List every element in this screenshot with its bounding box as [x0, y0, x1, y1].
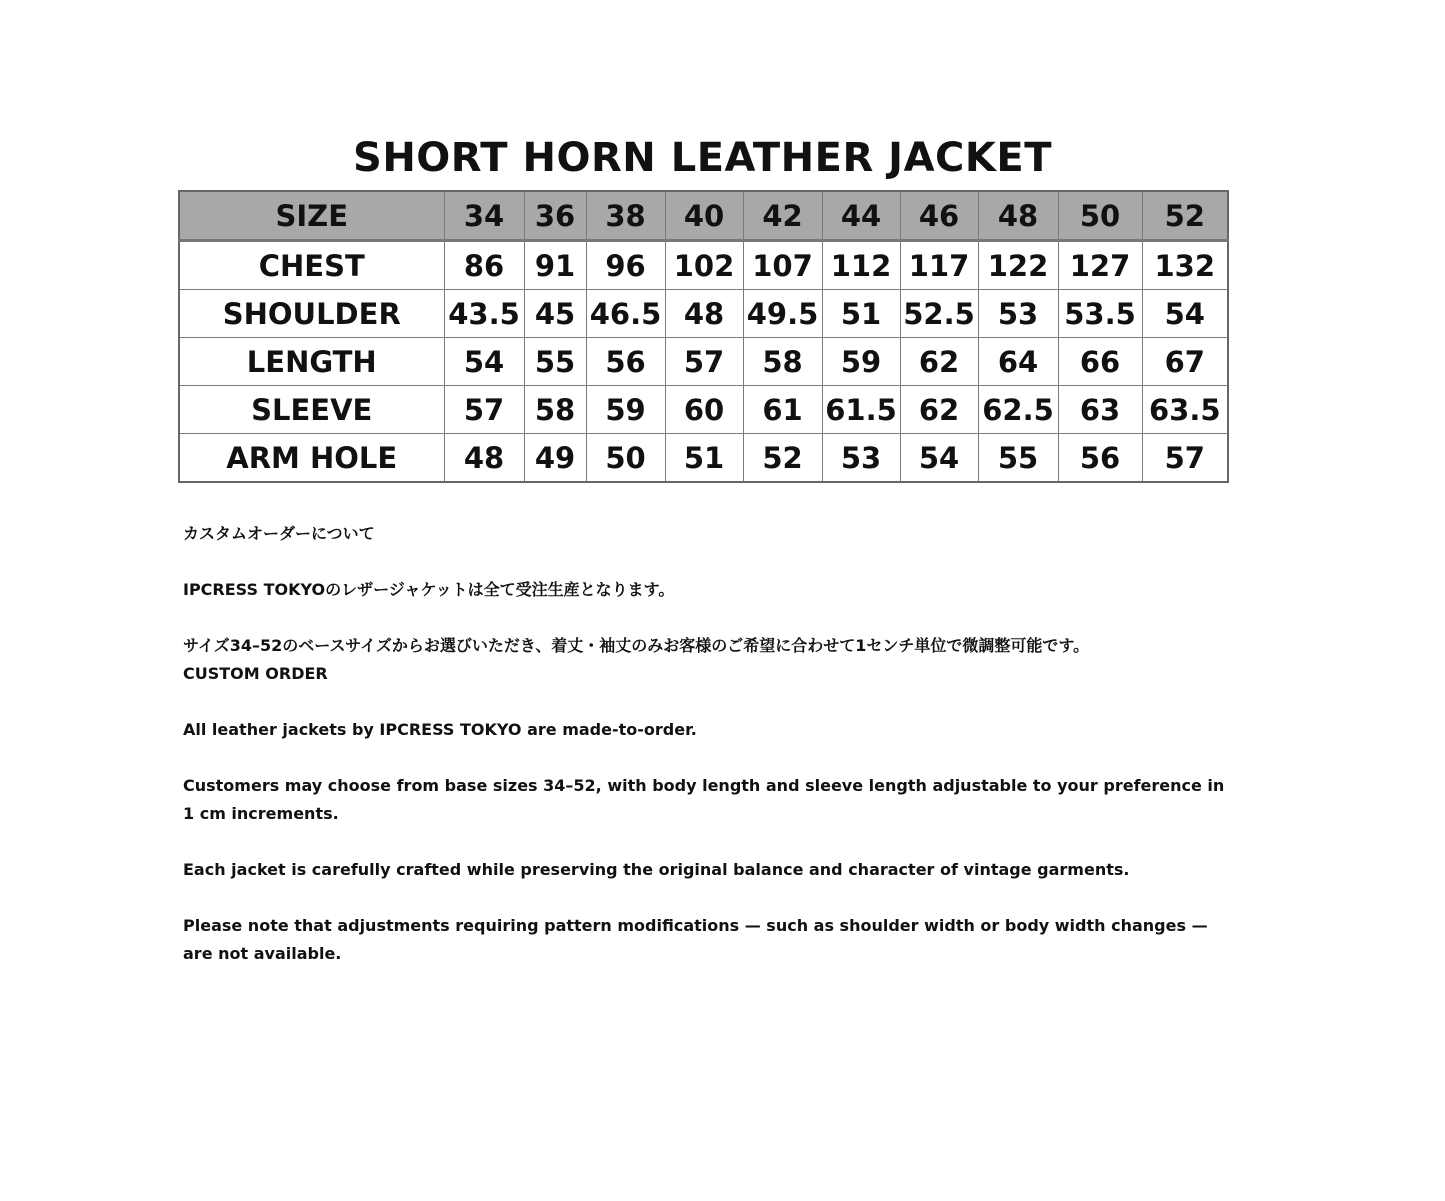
- table-cell: 58: [743, 338, 822, 386]
- table-cell: 102: [665, 241, 743, 290]
- table-row: [179, 290, 1228, 338]
- en-paragraph: Each jacket is carefully crafted while preserving the original balance and character of vintage garments.: [183, 860, 1130, 879]
- header-size: 48: [978, 191, 1058, 241]
- table-cell: 122: [978, 241, 1058, 290]
- header-size: 52: [1142, 191, 1228, 241]
- table-cell: 63.5: [1142, 386, 1228, 434]
- header-size: 40: [665, 191, 743, 241]
- header-size: 50: [1058, 191, 1142, 241]
- header-size: 34: [444, 191, 524, 241]
- table-row: [179, 241, 1228, 290]
- table-cell: 54: [900, 434, 978, 483]
- table-cell: 62: [900, 338, 978, 386]
- jp-paragraph: IPCRESS TOKYOのレザージャケットは全て受注生産となります。: [183, 580, 675, 599]
- table-cell: 117: [900, 241, 978, 290]
- table-cell: 96: [586, 241, 665, 290]
- header-size: 36: [524, 191, 586, 241]
- header-size: 46: [900, 191, 978, 241]
- table-cell: 51: [665, 434, 743, 483]
- table-cell: 86: [444, 241, 524, 290]
- table-cell: 49.5: [743, 290, 822, 338]
- jp-heading: カスタムオーダーについて: [183, 524, 375, 543]
- en-paragraph: Customers may choose from base sizes 34–52, with body length and sleeve length adjustable to your preference in 1 cm increments.: [183, 776, 1225, 823]
- row-label: SHOULDER: [179, 290, 444, 338]
- table-cell: 53: [822, 434, 900, 483]
- table-cell: 61: [743, 386, 822, 434]
- table-cell: 61.5: [822, 386, 900, 434]
- table-cell: 50: [586, 434, 665, 483]
- header-size-label: SIZE: [179, 191, 444, 241]
- table-cell: 56: [586, 338, 665, 386]
- page-title: SHORT HORN LEATHER JACKET: [353, 135, 1052, 181]
- table-cell: 112: [822, 241, 900, 290]
- table-header-row: [179, 191, 1228, 241]
- table-cell: 53: [978, 290, 1058, 338]
- table-cell: 62.5: [978, 386, 1058, 434]
- table-cell: 58: [524, 386, 586, 434]
- row-label: ARM HOLE: [179, 434, 444, 483]
- table-cell: 43.5: [444, 290, 524, 338]
- en-paragraph: Please note that adjustments requiring pattern modifications — such as shoulder width or body width changes — are not available.: [183, 916, 1208, 963]
- table-cell: 66: [1058, 338, 1142, 386]
- header-size: 38: [586, 191, 665, 241]
- table-cell: 57: [444, 386, 524, 434]
- row-label: LENGTH: [179, 338, 444, 386]
- table-cell: 59: [586, 386, 665, 434]
- table-cell: 62: [900, 386, 978, 434]
- row-label: SLEEVE: [179, 386, 444, 434]
- table-cell: 54: [444, 338, 524, 386]
- table-cell: 48: [665, 290, 743, 338]
- table-cell: 48: [444, 434, 524, 483]
- table-cell: 53.5: [1058, 290, 1142, 338]
- table-cell: 55: [978, 434, 1058, 483]
- table-row: [179, 434, 1228, 483]
- table-cell: 64: [978, 338, 1058, 386]
- table-cell: 107: [743, 241, 822, 290]
- jp-paragraph: サイズ34–52のベースサイズからお選びいただき、着丈・袖丈のみお客様のご希望に合わせて1センチ単位で微調整可能です。: [183, 636, 1090, 655]
- table-row: [179, 338, 1228, 386]
- table-cell: 60: [665, 386, 743, 434]
- table-cell: 55: [524, 338, 586, 386]
- table-cell: 46.5: [586, 290, 665, 338]
- custom-order-notes: [183, 520, 1233, 968]
- en-paragraph: All leather jackets by IPCRESS TOKYO are made-to-order.: [183, 720, 697, 739]
- table-cell: 91: [524, 241, 586, 290]
- table-cell: 52.5: [900, 290, 978, 338]
- en-heading: CUSTOM ORDER: [183, 664, 328, 683]
- table-cell: 127: [1058, 241, 1142, 290]
- table-cell: 57: [665, 338, 743, 386]
- header-size: 44: [822, 191, 900, 241]
- table-row: [179, 386, 1228, 434]
- table-cell: 49: [524, 434, 586, 483]
- table-cell: 67: [1142, 338, 1228, 386]
- size-chart-table: [178, 190, 1229, 483]
- table-cell: 51: [822, 290, 900, 338]
- table-cell: 56: [1058, 434, 1142, 483]
- table-cell: 57: [1142, 434, 1228, 483]
- table-cell: 132: [1142, 241, 1228, 290]
- table-cell: 59: [822, 338, 900, 386]
- header-size: 42: [743, 191, 822, 241]
- table-cell: 63: [1058, 386, 1142, 434]
- table-cell: 45: [524, 290, 586, 338]
- table-cell: 52: [743, 434, 822, 483]
- table-cell: 54: [1142, 290, 1228, 338]
- row-label: CHEST: [179, 241, 444, 290]
